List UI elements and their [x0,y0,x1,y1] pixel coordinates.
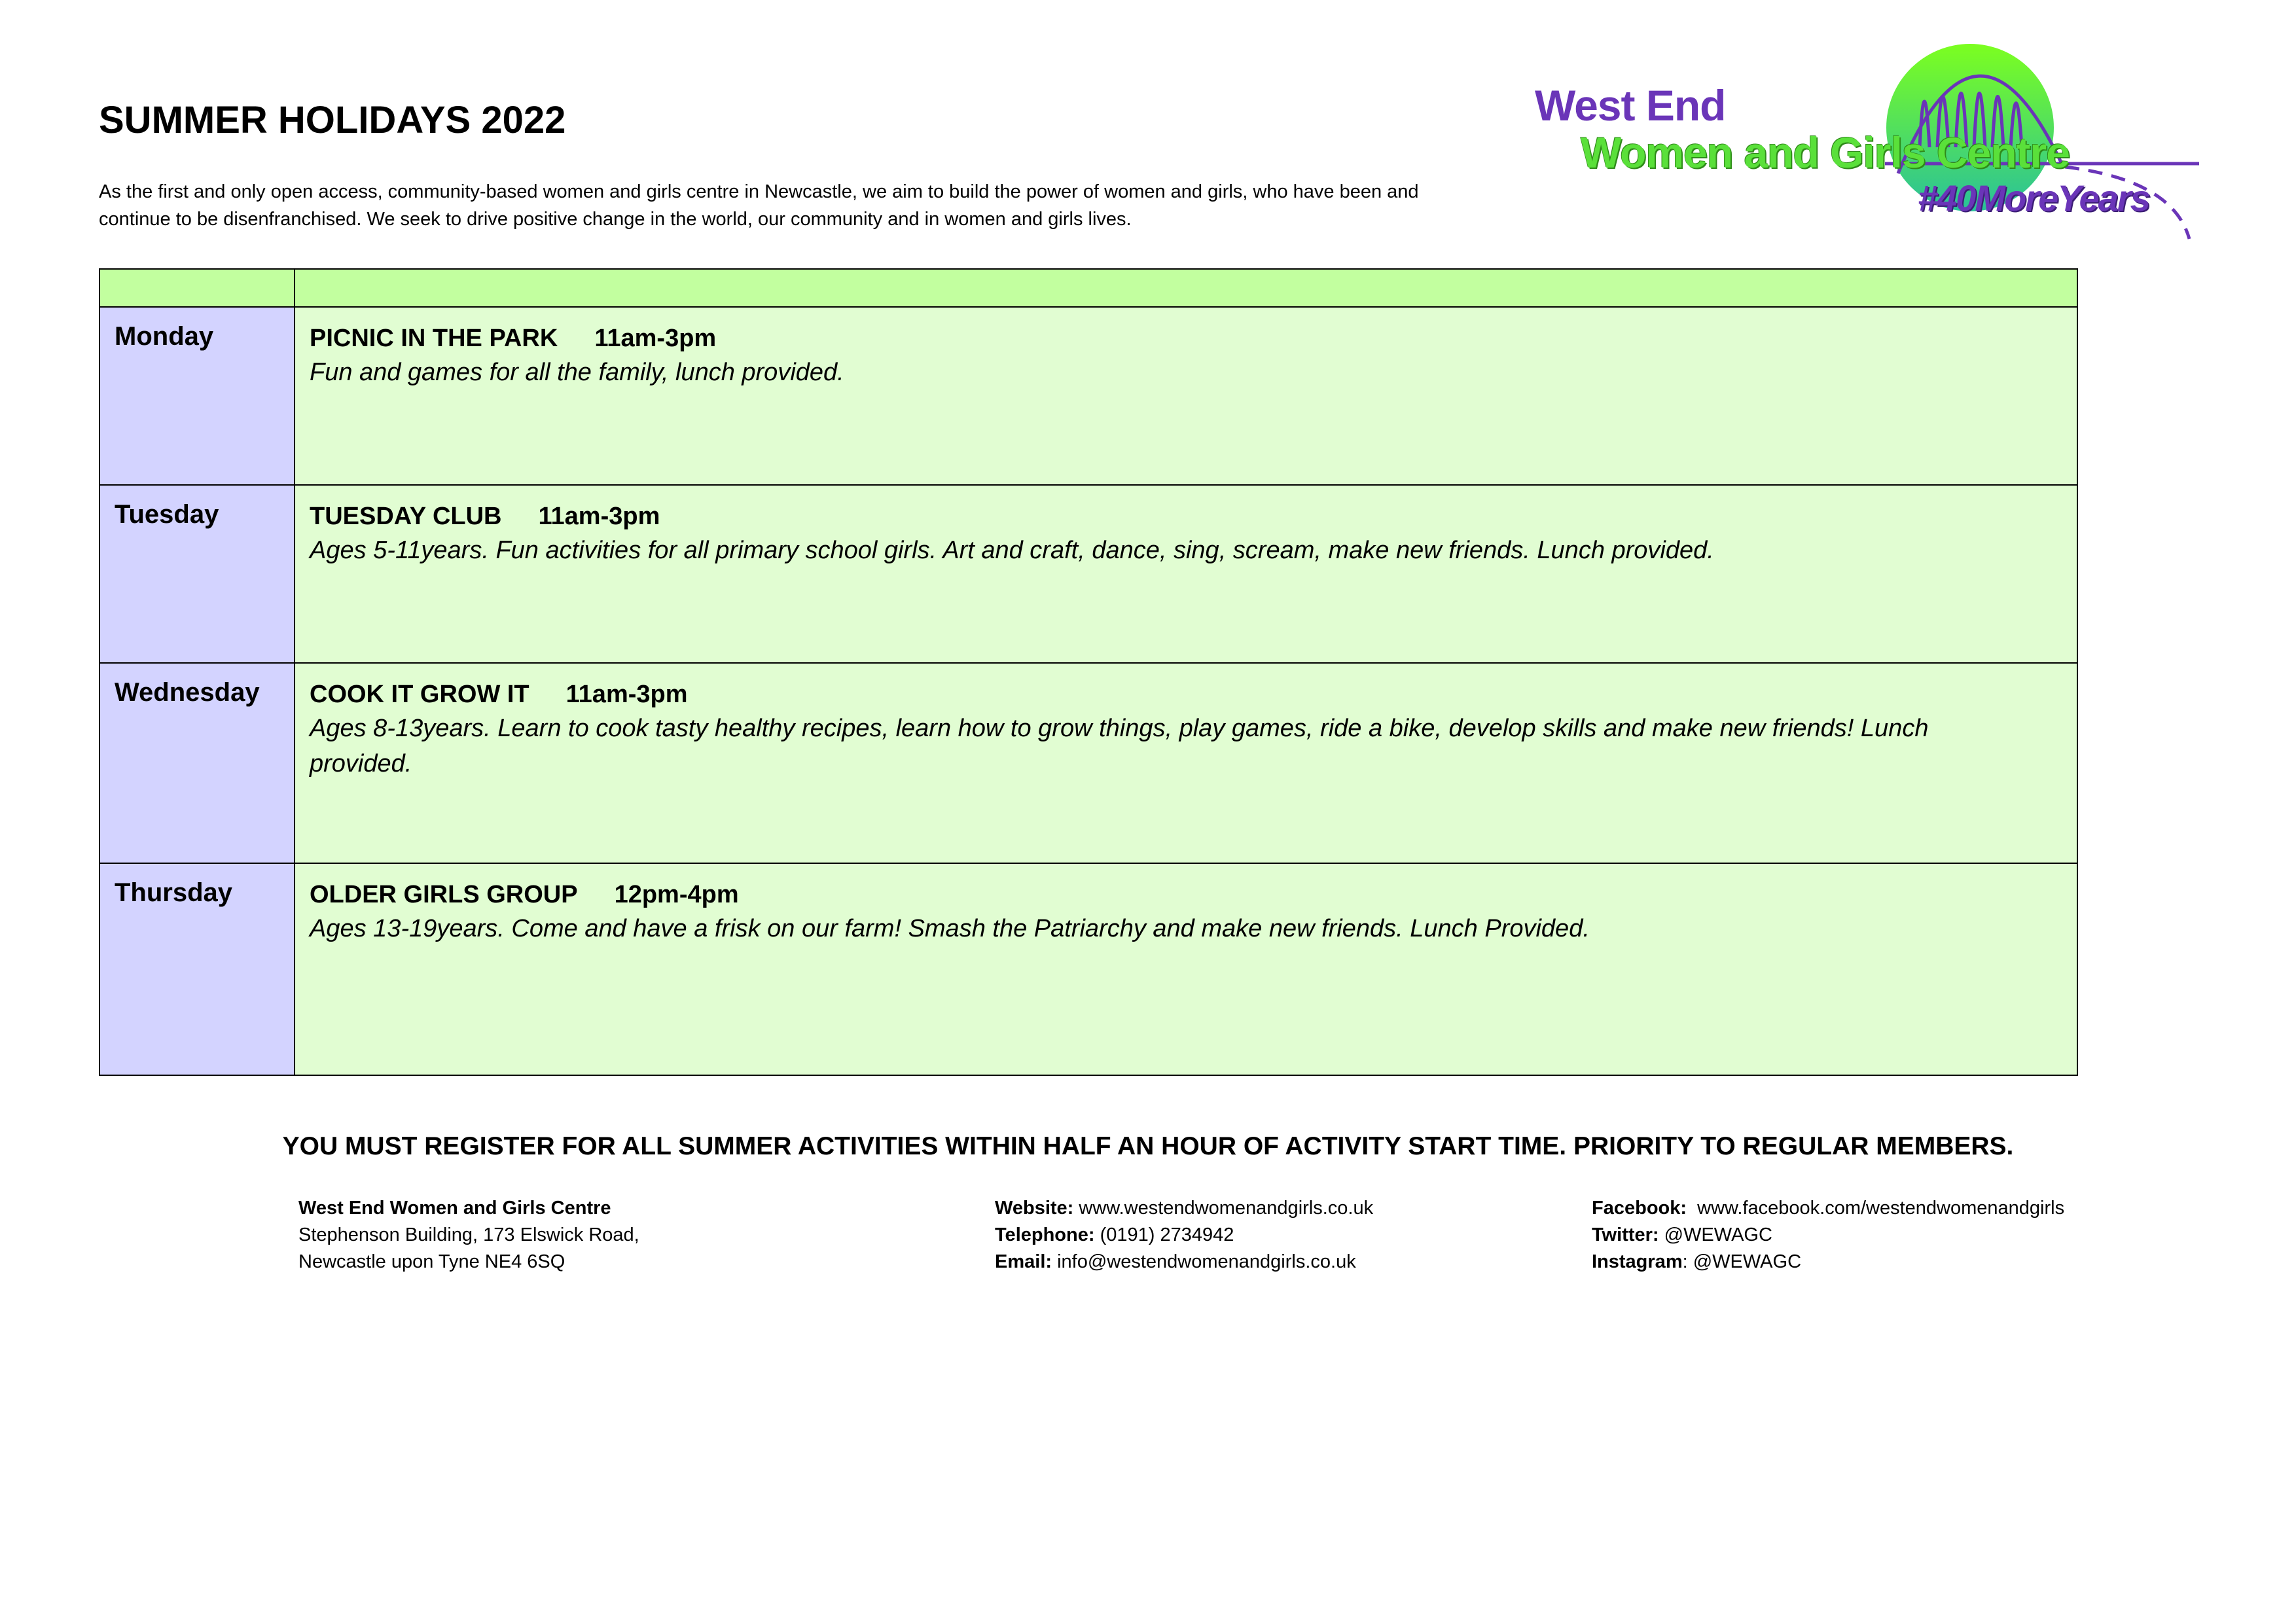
schedule-table [99,268,2078,1076]
logo-text-west-end: West End [1535,81,1726,130]
table-row [99,485,2077,663]
activity-name: OLDER GIRLS GROUP [310,881,578,908]
telephone-label: Telephone: [995,1224,1095,1245]
footer-social [1592,1195,2064,1275]
facebook-link[interactable]: www.facebook.com/westendwomenandgirls [1697,1198,2065,1219]
activity-cell [295,663,2077,863]
header-cell-day [99,269,295,307]
table-header-row [99,269,2077,307]
day-cell: Monday [99,307,295,485]
activity-time: 11am-3pm [565,681,688,708]
table-row [99,663,2077,863]
email-link[interactable]: info@westendwomenandgirls.co.uk [1057,1251,1356,1272]
telephone-number: (0191) 2734942 [1100,1224,1234,1245]
email-label: Email: [995,1251,1052,1272]
instagram-label: Instagram [1592,1251,1683,1272]
website-label: Website: [995,1198,1074,1219]
activity-time: 11am-3pm [594,325,717,352]
activity-name: PICNIC IN THE PARK [310,325,558,352]
day-cell: Thursday [99,863,295,1075]
page-title: SUMMER HOLIDAYS 2022 [99,99,566,141]
activity-time: 12pm-4pm [614,881,739,908]
footer-address [298,1195,639,1275]
address-line-1: Stephenson Building, 173 Elswick Road, [298,1224,639,1245]
logo-text-hashtag: #40MoreYears [1918,177,2149,219]
activity-cell [295,863,2077,1075]
table-row [99,863,2077,1075]
centre-logo [1518,29,2212,245]
activity-description: Ages 5-11years. Fun activities for all primary school girls. Art and craft, dance, sing, scream, make new friends. Lunch provided. [310,537,1714,564]
twitter-handle[interactable]: @WEWAGC [1664,1224,1772,1245]
website-link[interactable]: www.westendwomenandgirls.co.uk [1079,1198,1374,1219]
activity-cell [295,485,2077,663]
activity-name: TUESDAY CLUB [310,503,502,530]
table-row [99,307,2077,485]
instagram-handle[interactable]: : @WEWAGC [1682,1251,1802,1272]
facebook-label: Facebook: [1592,1198,1687,1219]
activity-cell [295,307,2077,485]
registration-notice: YOU MUST REGISTER FOR ALL SUMMER ACTIVITIES WITHIN HALF AN HOUR OF ACTIVITY START TIME. PRIORITY TO REGULAR MEMBERS. [282,1132,2014,1160]
org-name: West End Women and Girls Centre [298,1198,611,1219]
activity-name: COOK IT GROW IT [310,681,529,708]
twitter-label: Twitter: [1592,1224,1659,1245]
logo-text-centre-name: Women and Girls Centre [1581,128,2070,177]
activity-description: Ages 8-13years. Learn to cook tasty healthy recipes, learn how to grow things, play games, ride a bike, develop skills and make new friends! Lunch provided. [310,715,1929,777]
header-cell-activity [295,269,2077,307]
intro-paragraph: As the first and only open access, community-based women and girls centre in Newcastle, we aim to build the power of women and girls, who have been and continue to be disenfranchised. We seek to drive positive change in the world, our community and in women and girls lives. [99,181,1419,230]
footer-contact [995,1195,1373,1275]
day-cell: Tuesday [99,485,295,663]
activity-time: 11am-3pm [538,503,660,530]
activity-description: Ages 13-19years. Come and have a frisk on our farm! Smash the Patriarchy and make new friends. Lunch Provided. [310,915,1590,942]
address-line-2: Newcastle upon Tyne NE4 6SQ [298,1251,565,1272]
day-cell: Wednesday [99,663,295,863]
activity-description: Fun and games for all the family, lunch provided. [310,359,844,386]
